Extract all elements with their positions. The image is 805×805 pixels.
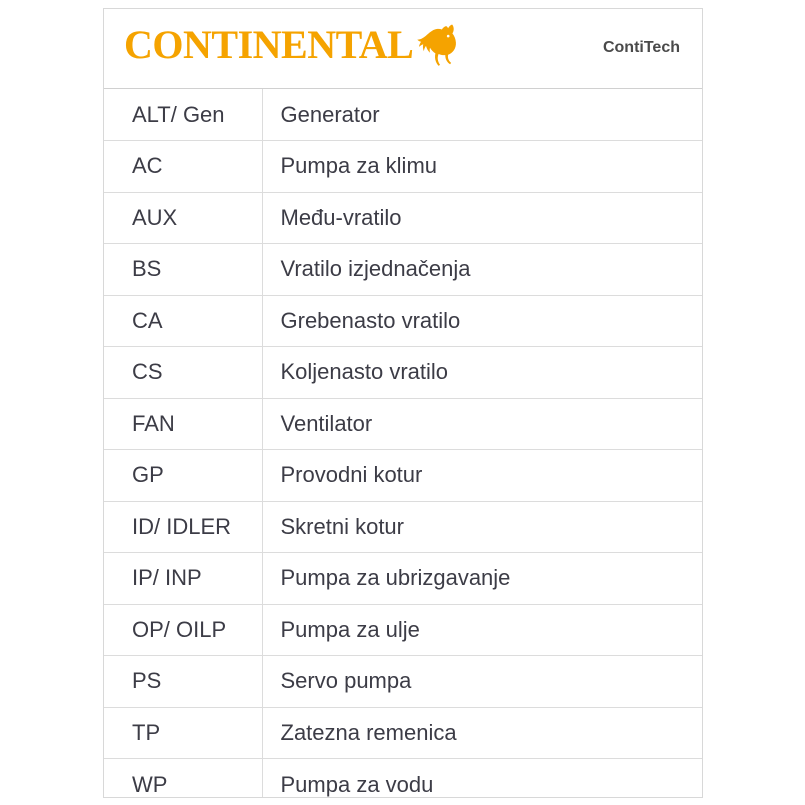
- desc-cell: Pumpa za ubrizgavanje: [262, 553, 702, 605]
- desc-cell: Pumpa za ulje: [262, 604, 702, 656]
- table-row: [104, 450, 702, 502]
- desc-cell: Koljenasto vratilo: [262, 347, 702, 399]
- abbr-cell: ALT/ Gen: [104, 89, 262, 141]
- abbr-cell: TP: [104, 707, 262, 759]
- desc-cell: Vratilo izjednačenja: [262, 244, 702, 296]
- table-row: [104, 141, 702, 193]
- horse-logo-icon: [415, 24, 457, 68]
- legend-sheet: [103, 8, 703, 798]
- table-row: [104, 398, 702, 450]
- brand-header: [104, 9, 702, 89]
- abbr-cell: BS: [104, 244, 262, 296]
- abbr-cell: WP: [104, 759, 262, 799]
- table-row: [104, 501, 702, 553]
- abbr-cell: ID/ IDLER: [104, 501, 262, 553]
- abbr-cell: GP: [104, 450, 262, 502]
- abbr-cell: AUX: [104, 192, 262, 244]
- desc-cell: Među-vratilo: [262, 192, 702, 244]
- table-row: [104, 707, 702, 759]
- table-row: [104, 89, 702, 141]
- table-row: [104, 759, 702, 799]
- abbr-cell: CA: [104, 295, 262, 347]
- desc-cell: Servo pumpa: [262, 656, 702, 708]
- contitech-wordmark: ContiTech: [602, 39, 680, 56]
- desc-cell: Provodni kotur: [262, 450, 702, 502]
- table-row: [104, 192, 702, 244]
- desc-cell: Pumpa za klimu: [262, 141, 702, 193]
- table-row: [104, 604, 702, 656]
- desc-cell: Grebenasto vratilo: [262, 295, 702, 347]
- table-row: [104, 656, 702, 708]
- abbr-cell: CS: [104, 347, 262, 399]
- abbreviation-table: [104, 89, 702, 798]
- abbr-cell: FAN: [104, 398, 262, 450]
- abbr-cell: AC: [104, 141, 262, 193]
- desc-cell: Generator: [262, 89, 702, 141]
- continental-logo: [124, 23, 457, 67]
- table-row: [104, 553, 702, 605]
- abbr-cell: OP/ OILP: [104, 604, 262, 656]
- table-row: [104, 347, 702, 399]
- desc-cell: Pumpa za vodu: [280, 771, 434, 797]
- table-row: [104, 244, 702, 296]
- desc-cell: Ventilator: [262, 398, 702, 450]
- desc-cell: Skretni kotur: [262, 501, 702, 553]
- table-row: [104, 295, 702, 347]
- desc-cell: Zatezna remenica: [262, 707, 702, 759]
- brand-wordmark: CONTINENTAL: [124, 22, 414, 67]
- abbr-cell: IP/ INP: [104, 553, 262, 605]
- abbr-cell: PS: [104, 656, 262, 708]
